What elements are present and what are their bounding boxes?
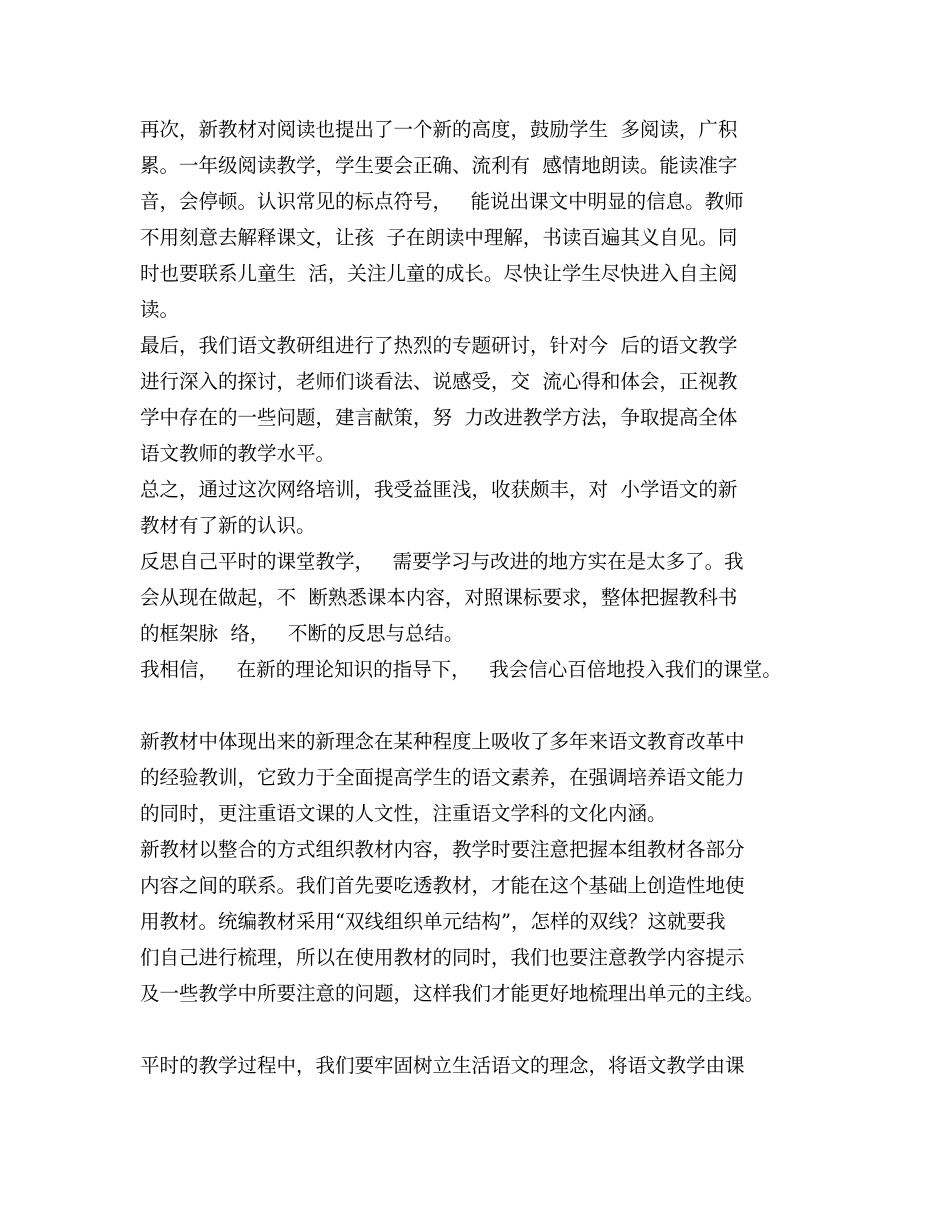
text-line: 学中存在的一些问题，建言献策，努 力改进教学方法，争取提高全体 <box>140 406 738 429</box>
text-line: 的经验教训，它致力于全面提高学生的语文素养，在强调培养语文能力 <box>140 766 745 789</box>
text-line: 最后，我们语文教研组进行了热烈的专题研讨，针对今 后的语文教学 <box>140 334 738 357</box>
text-line: 总之，通过这次网络培训，我受益匪浅，收获颇丰，对 小学语文的新 <box>140 478 738 501</box>
text-line: 再次，新教材对阅读也提出了一个新的高度，鼓励学生 多阅读，广积 <box>140 118 738 141</box>
text-line: 时也要联系儿童生 活，关注儿童的成长。尽快让学生尽快进入自主阅 <box>140 262 738 285</box>
text-line: 的同时，更注重语文课的人文性，注重语文学科的文化内涵。 <box>140 802 667 825</box>
text-line: 会从现在做起，不 断熟悉课本内容，对照课标要求，整体把握教科书 <box>140 586 738 609</box>
text-line: 们自己进行梳理，所以在使用教材的同时，我们也要注意教学内容提示 <box>140 946 745 969</box>
text-line: 我相信， 在新的理论知识的指导下， 我会信心百倍地投入我们的课堂。 <box>140 658 782 681</box>
text-line: 新教材以整合的方式组织教材内容，教学时要注意把握本组教材各部分 <box>140 838 745 861</box>
text-line: 累。一年级阅读教学，学生要会正确、流利有 感情地朗读。能读准字 <box>140 154 738 177</box>
text-line: 用教材。统编教材采用“双线组织单元结构”，怎样的双线？这就要我 <box>140 910 726 933</box>
text-line: 音，会停顿。认识常见的标点符号， 能说出课文中明显的信息。教师 <box>140 190 744 213</box>
text-line: 语文教师的教学水平。 <box>140 442 336 465</box>
text-line: 新教材中体现出来的新理念在某种程度上吸收了多年来语文教育改革中 <box>140 730 745 753</box>
text-line: 反思自己平时的课堂教学， 需要学习与改进的地方实在是太多了。我 <box>140 550 744 573</box>
text-line: 平时的教学过程中，我们要牢固树立生活语文的理念，将语文教学由课 <box>140 1054 745 1077</box>
text-line: 不用刻意去解释课文，让孩 子在朗读中理解，书读百遍其义自见。同 <box>140 226 738 249</box>
text-line: 读。 <box>140 298 180 321</box>
text-line: 内容之间的联系。我们首先要吃透教材，才能在这个基础上创造性地使 <box>140 874 745 897</box>
text-line: 及一些教学中所要注意的问题，这样我们才能更好地梳理出单元的主线。 <box>140 982 765 1005</box>
text-line: 教材有了新的认识。 <box>140 514 316 537</box>
text-line: 进行深入的探讨，老师们谈看法、说感受，交 流心得和体会，正视教 <box>140 370 738 393</box>
text-line: 的框架脉 络， 不断的反思与总结。 <box>140 622 464 645</box>
